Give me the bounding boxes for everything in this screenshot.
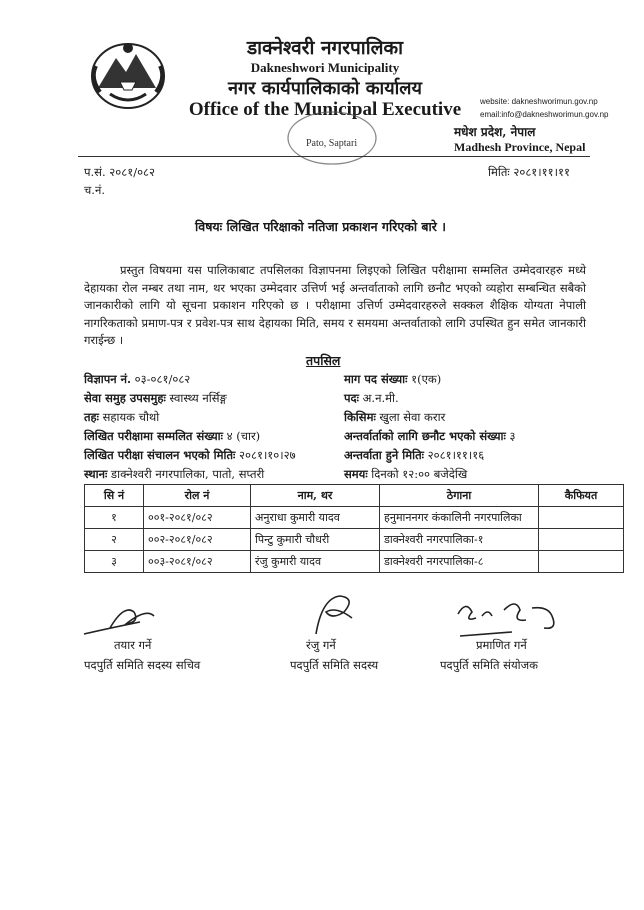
stamp-text: Pato, Saptari bbox=[306, 138, 358, 149]
signature-secretary bbox=[80, 598, 160, 640]
website-text: website: dakneshworimun.gov.np bbox=[480, 97, 598, 106]
province-en: Madhesh Province, Nepal bbox=[454, 140, 586, 154]
cell-address: डाक्नेश्वरी नगरपालिका-१ bbox=[380, 529, 539, 551]
exam-place: स्थानः डाक्नेश्वरी नगरपालिका, पातो, सप्तरी bbox=[84, 467, 265, 481]
cell-address: डाक्नेश्वरी नगरपालिका-८ bbox=[380, 551, 539, 573]
col-header-remarks: कैफियत bbox=[539, 485, 624, 507]
service-group: सेवा समुह उपसमुहः स्वास्थ्य नर्सिङ्ग bbox=[84, 391, 227, 405]
cell-roll: ००२-२०८१/०८२ bbox=[144, 529, 251, 551]
cell-address: हनुमाननगर कंकालिनी नगरपालिका bbox=[380, 507, 539, 529]
cell-roll: ००३-२०८१/०८२ bbox=[144, 551, 251, 573]
signature-coordinator bbox=[452, 596, 572, 642]
municipality-name-np: डाक्नेश्वरी नगरपालिका bbox=[246, 37, 404, 59]
letter-date: मितिः २०८१।११।११ bbox=[488, 165, 570, 179]
col-header-name: नाम, थर bbox=[251, 485, 380, 507]
header-divider bbox=[78, 156, 590, 157]
prepared-role: पदपुर्ति समिति सदस्य सचिव bbox=[84, 658, 201, 672]
demand-count: माग पद संख्याः १(एक) bbox=[344, 372, 442, 386]
table-row bbox=[85, 507, 624, 529]
office-name-np: नगर कार्यपालिकाको कार्यालय bbox=[228, 78, 422, 99]
member-role: पदपुर्ति समिति सदस्य bbox=[290, 658, 379, 672]
body-paragraph: प्रस्तुत विषयमा यस पालिकाबाट तपसिलका विज्ञापनमा लिइएको लिखित परीक्षामा सम्मलित उम्मेदवारहरु मध्ये देहायका रोल नम्बर तथा नाम, थर भएका उम्मेदवार उत्तिर्ण भई अन्तर्वाताको लागि छनौट भएको व्यहोरा सम्बन्धित सबैको जानकारीको लागि यो सूचना प्रकाशन गरिएको छ । परीक्षामा उत्तिर्ण उम्मेदवारहरुले सक्कल शैक्षिक योग्यता नेपाली नागरिकताको प्रमाण-पत्र र प्रवेश-पत्र साथ देहायका मिति, समय र समयमा अन्तर्वाताको लागि उपस्थित हुन समेत जानकारी गराईन्छ । bbox=[84, 263, 586, 348]
level: तहः सहायक चौथो bbox=[84, 410, 160, 424]
exam-date: लिखित परीक्षा संचालन भएको मितिः २०८१।१०।२७ bbox=[84, 448, 296, 462]
service-type: किसिमः खुला सेवा करार bbox=[344, 410, 446, 424]
prepared-label: तयार गर्ने bbox=[114, 638, 152, 652]
interview-time: समयः दिनको १२:०० बजेदेखि bbox=[344, 467, 468, 481]
participants-count: लिखित परीक्षामा सम्मलित संख्याः ४ (चार) bbox=[84, 429, 261, 443]
table-header-row bbox=[85, 485, 624, 507]
signature-member bbox=[296, 588, 366, 638]
email-text: email:info@dakneshworimun.gov.np bbox=[480, 110, 609, 119]
cell-roll: ००१-२०८१/०८२ bbox=[144, 507, 251, 529]
selected-count: अन्तर्वार्ताको लागि छनौट भएको संख्याः ३ bbox=[344, 429, 516, 443]
col-header-address: ठेगाना bbox=[380, 485, 539, 507]
cell-remarks bbox=[539, 529, 624, 551]
cell-sn: २ bbox=[85, 529, 144, 551]
province-np: मधेश प्रदेश, नेपाल bbox=[454, 125, 536, 139]
approved-label: प्रमाणित गर्ने bbox=[476, 638, 527, 652]
table-row bbox=[85, 529, 624, 551]
col-header-roll: रोल नं bbox=[144, 485, 251, 507]
cell-remarks bbox=[539, 551, 624, 573]
candidates-table bbox=[84, 484, 624, 573]
cell-name: अनुराधा कुमारी यादव bbox=[251, 507, 380, 529]
col-header-sn: सि नं bbox=[85, 485, 144, 507]
post-name: पदः अ.न.मी. bbox=[344, 391, 399, 405]
member-name: रंजु गर्ने bbox=[306, 638, 336, 652]
interview-date: अन्तर्वाता हुने मितिः २०८१।११।१६ bbox=[344, 448, 485, 462]
adv-number: विज्ञापन नं. ०३-०८१/०८२ bbox=[84, 372, 191, 386]
dispatch-number: च.नं. bbox=[84, 183, 105, 197]
ref-number: प.सं. २०८१/०८२ bbox=[84, 165, 156, 179]
subject-line: विषयः लिखित परिक्षाको नतिजा प्रकाशन गरिएको बारे । bbox=[195, 219, 447, 234]
cell-sn: ३ bbox=[85, 551, 144, 573]
cell-name: पिन्टु कुमारी चौधरी bbox=[251, 529, 380, 551]
cell-sn: १ bbox=[85, 507, 144, 529]
details-heading: तपसिल bbox=[306, 353, 341, 368]
cell-remarks bbox=[539, 507, 624, 529]
table-row bbox=[85, 551, 624, 573]
municipality-name-en: Dakneshwori Municipality bbox=[250, 60, 400, 75]
government-emblem-icon bbox=[86, 36, 170, 112]
office-stamp bbox=[282, 110, 382, 172]
approved-role: पदपुर्ति समिति संयोजक bbox=[440, 658, 538, 672]
office-name-en: Office of the Municipal Executive bbox=[188, 99, 462, 120]
cell-name: रंजु कुमारी यादव bbox=[251, 551, 380, 573]
